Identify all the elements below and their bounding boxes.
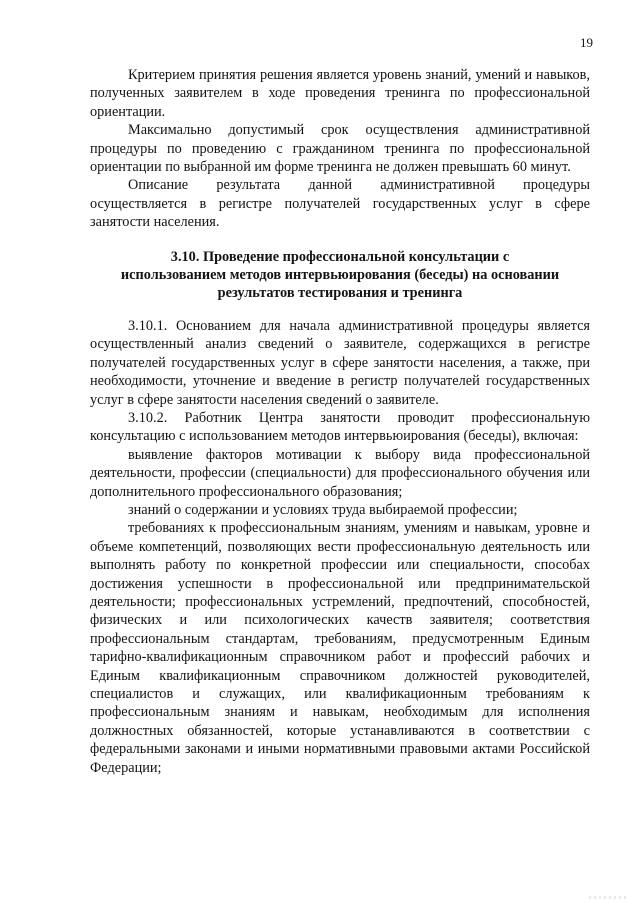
- page-number: 19: [580, 35, 593, 50]
- section-heading-3-10: [90, 248, 590, 303]
- list-item-knowledge: знаний о содержании и условиях труда выбираемой профессии;: [128, 501, 518, 518]
- scan-artifact: [589, 896, 629, 899]
- list-item-motivation: выявление факторов мотивации к выбору вида профессиональной деятельности, профессии (специальности) для профессионального обучения или дополнительного профессионального образования;: [90, 446, 590, 500]
- paragraph-result-description: Описание результата данной административной процедуры осуществляется в регистре получателей государственных услуг в сфере занятости населения.: [90, 177, 590, 231]
- paragraph-3-10-2: 3.10.2. Работник Центра занятости проводит профессиональную консультацию с использованием методов интервьюирования (беседы), включая:: [90, 409, 590, 445]
- paragraph-max-duration: Максимально допустимый срок осуществления административной процедуры по проведению с гражданином тренинга по профессиональной ориентации по выбранной им форме тренинга не должен превышать 60 минут.: [90, 122, 590, 176]
- document-body: [90, 66, 590, 777]
- section-heading-line: результатов тестирования и тренинга: [217, 285, 463, 302]
- list-item-requirements: требованиях к профессиональным знаниям, умениям и навыкам, уровне и объеме компетенций, позволяющих вести профессиональную деятельность или выполнять работу по конкретной профессии или специальности, способах достижения успешности в профессиональной или предпринимательской деятельности; профессиональных устремлений, предпочтений, способностей, физических и или психологических качеств заявителя; соответствия профессиональным стандартам, требованиям, предусмотренным Единым тарифно-квалификационным справочником работ и профессий рабочих и Единым квалификационным справочником должностей руководителей, специалистов и служащих, или квалификационным требованиям к профессиональным знаниям и навыкам, необходимым для исполнения должностных обязанностей, которые устанавливаются в соответствии с федеральными законами и иными нормативными правовыми актами Российской Федерации;: [90, 520, 590, 776]
- paragraph-3-10-1: 3.10.1. Основанием для начала административной процедуры является осуществленный анализ сведений о заявителе, содержащихся в регистре получателей государственных услуг в сфере занятости населения, а также, при необходимости, уточнение и введение в регистр получателей государственных услуг в сфере занятости населения сведений о заявителе.: [90, 317, 590, 408]
- section-heading-line: использованием методов интервьюирования (беседы) на основании: [120, 267, 560, 284]
- section-heading-line: 3.10. Проведение профессиональной консультации с: [170, 248, 510, 265]
- paragraph-decision-criterion: Критерием принятия решения является уровень знаний, умений и навыков, полученных заявителем в ходе проведения тренинга по профессиональной ориентации.: [90, 67, 590, 120]
